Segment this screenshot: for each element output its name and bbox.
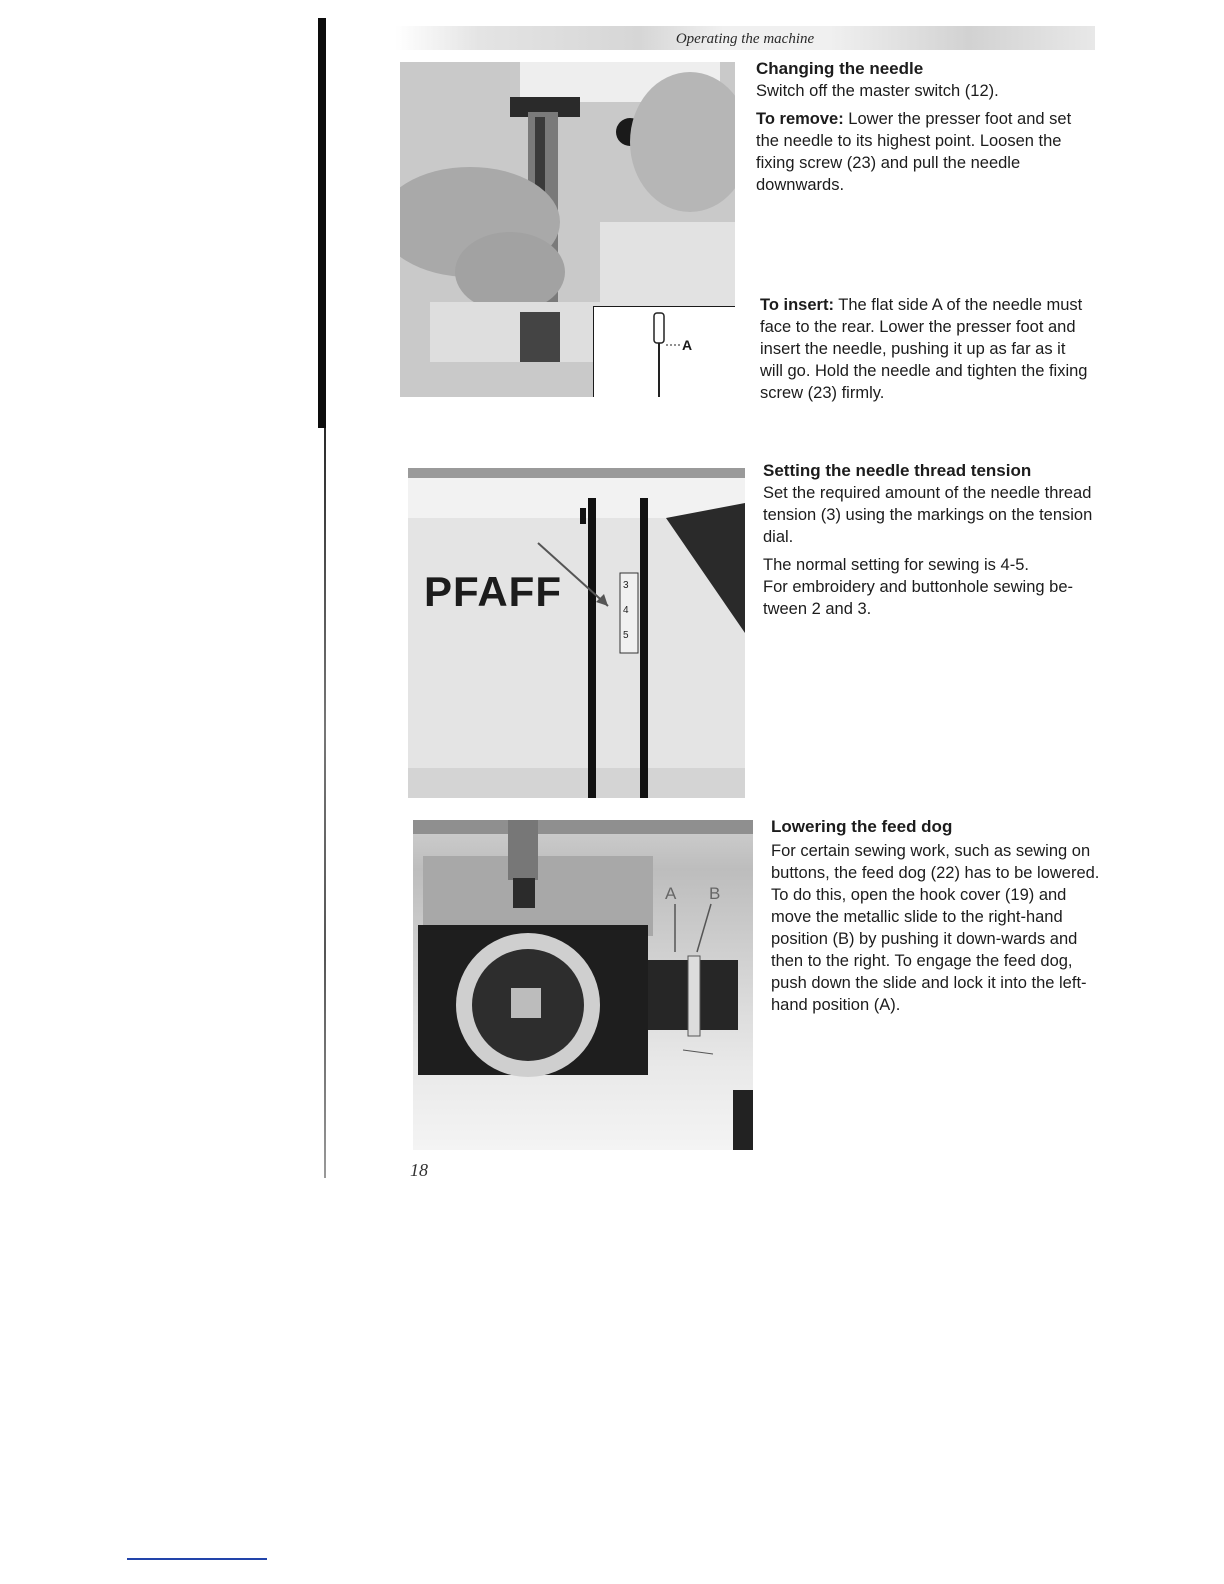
- photo-feed-dog: [413, 820, 753, 1150]
- thread-tension-text-2: The normal setting for sewing is 4-5.: [763, 556, 1029, 574]
- tension-mark-3: 3: [623, 580, 629, 591]
- tension-dial-illustration: [408, 468, 745, 798]
- slide-position-b-label: B: [709, 884, 721, 903]
- to-remove-text: Lower the presser foot and set the needle to its highest point. Loosen the fixing screw (23) and pull the needle downwards.: [756, 110, 1072, 194]
- running-header: Operating the machine: [675, 31, 815, 47]
- tension-mark-4: 4: [623, 605, 629, 616]
- tension-mark-5: 5: [623, 630, 629, 641]
- footer-rule: [127, 1558, 267, 1560]
- feed-dog-text: For certain sewing work, such as sewing on buttons, the feed dog (22) has to be lowered. To do this, open the hook cover (19) and move the metallic slide to the right-hand position (B) by pushing it down-wards and then to the right. To engage the feed dog, push down the slide and lock it into the left-hand position (A).: [771, 842, 1100, 1014]
- thread-tension-block: [763, 460, 1103, 620]
- binding-edge: [318, 18, 326, 428]
- to-insert-paragraph: [760, 294, 1090, 404]
- to-insert-label: To insert:: [760, 296, 834, 314]
- feed-dog-illustration: [413, 820, 753, 1150]
- thread-tension-text-1: Set the required amount of the needle thread tension (3) using the markings on the tension dial.: [763, 484, 1093, 546]
- changing-needle-heading: Changing the needle: [756, 59, 924, 78]
- slide-position-a-label: A: [665, 884, 677, 903]
- photo-thread-tension: [408, 468, 745, 798]
- to-insert-text: The flat side A of the needle must face to the rear. Lower the presser foot and insert the needle, pushing it up as far as it will go. Hold the needle and tighten the fixing screw (23) firmly.: [760, 296, 1088, 402]
- changing-needle-block: [756, 58, 1096, 196]
- to-insert-block: [760, 294, 1090, 404]
- changing-needle-intro: Switch off the master switch (12).: [756, 82, 999, 100]
- thread-tension-text-3: For embroidery and buttonhole sewing be-tween 2 and 3.: [763, 578, 1074, 618]
- needle-diagram-inset: [593, 306, 735, 397]
- thread-tension-heading: Setting the needle thread tension: [763, 461, 1032, 480]
- page-number: 18: [410, 1160, 428, 1180]
- needle-icon: [594, 307, 735, 397]
- to-remove-paragraph: [756, 108, 1096, 196]
- flat-side-label: A: [682, 337, 693, 353]
- brand-logo-text: PFAFF: [424, 568, 562, 615]
- photo-needle-change: [400, 62, 735, 397]
- binding-shadow: [324, 428, 326, 1178]
- feed-dog-block: [771, 816, 1109, 1016]
- feed-dog-heading: Lowering the feed dog: [771, 817, 953, 836]
- to-remove-label: To remove:: [756, 110, 844, 128]
